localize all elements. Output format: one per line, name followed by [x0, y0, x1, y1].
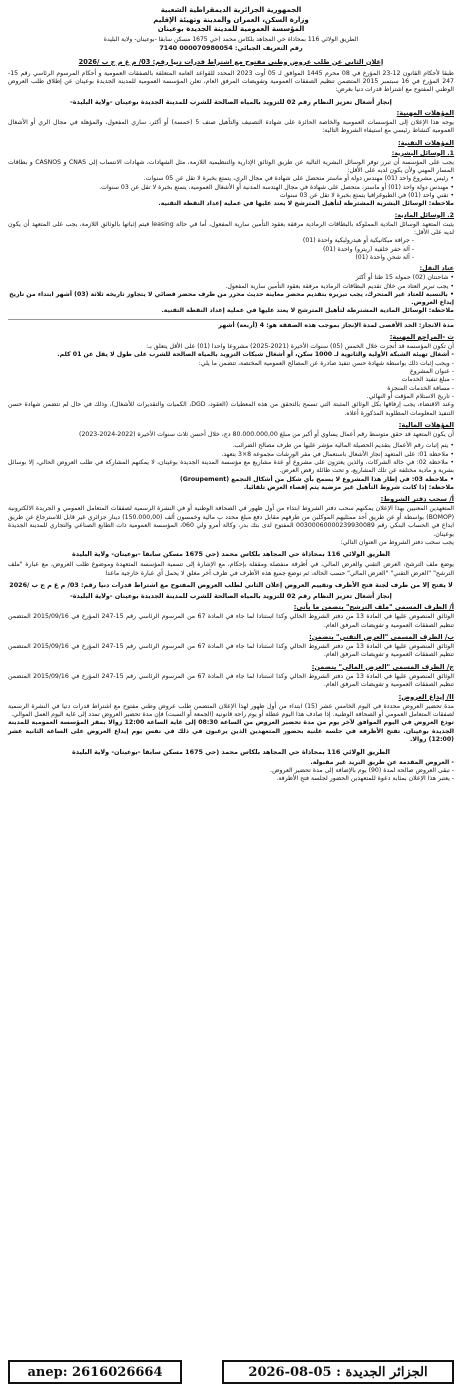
file-text: الوثائق المنصوص عليها في المادة 13 من دفتر الشروط الحالي وكذا استنادا لما جاء في المادة 67 من المرسوم الرئاسي رقم 15-247 المؤرخ في 2015/09/16 المتضمن تنظيم الصفقات العمومية و تفويضات المرفق العام. [8, 613, 454, 629]
tax-id: رقم التعريف الجبائي: 000070980054 7140 [159, 44, 303, 52]
human-means-text: يجب على المؤسسة أن تبرر توفر الوسائل البشرية التالية عن طريق الوثائق الإدارية والتنظيمية اللازمة، مثل الشهادات، شهادات الانتساب إلى CNAS و CASNOS و بطاقات المسار المهني ولأن يكون لديه على الأقل: [8, 158, 454, 174]
note-item: ملاحظة: الوسائل البشرية المشترطة لتأهيل المترشح لا يعتد عليها في عملية إعداد النقطة التقنية. [158, 200, 454, 208]
human-means-heading: 1. الوسائل البشرية: [391, 149, 454, 157]
project-title: إنجاز أشغال تعزيز النظام رقم 02 للتزويد بالمياه الصالحة للشرب للمدينة الجديدة بوعينان -ولاية البليدة- [70, 97, 392, 106]
file-heading: ب/ الظرف المسمى "العرض التقني" يتضمن: [309, 632, 454, 641]
withdraw-heading: أ/ سحب دفتر الشروط: [380, 495, 454, 504]
file-text: الوثائق المنصوص عليها في المادة 13 من دفتر الشروط الحالي وكذا استنادا لما جاء في المادة 67 من المرسوم الرئاسي رقم 15-247 المؤرخ في 2015/09/16 المتضمن تنظيم الصفقات العمومية و تفويضات المرفق العام. [8, 672, 454, 689]
material-means-text: يثبت المتعهد الوسائل المادية المملوكة بالبطاقات الرمادية مرفقة بعقود التأمين سارية المفعول، أما في حالة leasing فيتم إثباتها بالوثائق اللازمة، يجب على المتعهد أن يكون لديه على الأقل: [8, 220, 454, 236]
note-item: ملاحظة: إذا كانت شروط التأهيل غير مرضية يتم إقصاء العرض تلقائيا. [243, 484, 454, 492]
deposit-text-2: تودع العروض في اليوم الموافق لآخر يوم من مدة تحضير العروض من الساعة 08:30 إلى غاية الساعة 12:00 زوالا بمقر المؤسسة العمومية للمدينة الجديدة بوعينان. تفتح الأظرفة في جلسة علنية بحضور المتعهدين الذين يرغبون في ذلك في نفس يوم إيداع العروض على الساعة الثانية عشر (12:00) زوالا. [8, 719, 454, 744]
file-heading: ج/ الظرف المسمى "العرض المالي" يتضمن: [311, 662, 454, 671]
financial-heading: المؤهلات المالية: [398, 421, 454, 430]
material-means-heading: 2. الوسائل المادية: [394, 211, 454, 219]
list-item: - جرافة ميكانيكية أو هيدروليكية واحدة (01) [302, 237, 414, 245]
newspaper-date: الجزائر الجديدة : 05-08-2026 [222, 1360, 454, 1384]
anep-number: anep: 2616026664 [8, 1360, 182, 1384]
document-header [8, 6, 454, 54]
announcement-page [8, 6, 454, 784]
list-item: • يجب تبرير العتاد من خلال تقديم البطاقات الرمادية مرفقة بعقود التأمين سارية المفعول. [225, 282, 454, 290]
footer [8, 1360, 454, 1382]
list-item: • ملاحظة 03: في إطار هذا المشروع لا يسمح بأي شكل من أشكال التجمع (Groupement) [179, 475, 454, 483]
financial-text: أن يكون المتعهد قد حقق متوسط رقم أعمال يساوي أو أكبر من مبلغ 80.000.000,00 دج، خلال أحسن ثلاث سنوات الأخيرة (2022-2024-2023) [79, 431, 454, 439]
list-item: • يتم إثبات رقم الأعمال بتقديم الحصيلة المالية مؤشر عليها من طرف مصالح الضرائب. [232, 442, 454, 450]
list-item: - تاريخ الاستلام المؤقت أو النهائي. [366, 392, 454, 400]
list-item: - آلة شحن واحدة (01) [355, 253, 414, 261]
republic-title: الجمهورية الجزائرية الديمقراطية الشعبية [160, 6, 302, 14]
list-item: • شاحنتان (02) حمولة 15 طنا أو أكثر [355, 274, 454, 282]
withdraw-address: الطريق الولائي 116 بمحاذاة حي المجاهد بلكاس محمد (حي 1675 مسكن سابقا -بوعينان- ولاية البليدة [72, 550, 390, 559]
withdraw-address-label: يجب سحب دفتر الشروط من العنوان التالي: [340, 539, 454, 547]
list-item: - مبلغ تنفيذ الخدمات [401, 376, 454, 384]
institution-address: الطريق الولائي 116 بمحاذاة حي المجاهد بلكاس محمد (حي 1675 مسكن سابقا -بوعينان- ولاية البليدة [103, 35, 359, 43]
list-item: - آلة حفر خلفية (ريترو) واحدة (01) [322, 245, 414, 253]
list-item: - ويجب إثبات ذلك بواسطة شهادة حسن تنفيذ صادرة عن المصالح العمومية المختصة، تتضمن ما يلي: [198, 359, 454, 367]
list-item: • ملاحظة 01: على المتعهد إنجاز الأشغال باستعمال في مقر الورشات مجموعة 8×3 بتعهد. [221, 450, 454, 458]
references-note: وعند الاقتضاء، يجب إرفاقها بكل الوثائق المثبتة التي تسمح بالتحقق من هذه المعطيات (العقود، DGD، الكميات والتقديرات للأشغال)، وذلك في حال لم تتضمن شهادة حسن التنفيذ المعلومات المطلوبة المذكورة أعلاه. [8, 401, 454, 417]
duration-text: مدة الانجاز: الحد الأقصى لمدة الإنجاز بموجب هذه الصفقة هو: 4 (أربعة) أشهر [8, 319, 454, 330]
file-text: الوثائق المنصوص عليها في المادة 13 من دفتر الشروط الحالي وكذا استنادا لما جاء في المادة 67 من المرسوم الرئاسي رقم 15-247 المؤرخ في 2015/09/16 المتضمن تنظيم الصفقات العمومية و تفويضات المرفق العام. [8, 642, 454, 659]
list-item: - مسافة الخدمات المنجزة [387, 384, 454, 392]
envelope-quote: لا يفتح إلا من طرف لجنة فتح الأظرف وتقييم العروض إعلان الثاني لطلب العروض المفتوح مع اشتراط قدرات دنيا رقم: 03/ م ع م ج ب /2026 [9, 581, 453, 590]
intro-paragraph: طبقا لأحكام القانون 12-23 المؤرخ في 08 محرم 1445 الموافق لـ 05 أوت 2023 المحدد للقواعد العامة المتعلقة بالصفقات العمومية و أحكام المرسوم الرئاسي رقم 15-247 المؤرخ في 16 سبتمبر 2015 المتضمن تنظيم الصفقات العمومية وتفويضات المرفق العام، تعلن المؤسسة العمومية للمدينة الجديدة بوعينان عن إطلاق طلب العروض الوطني المفتوح مع اشتراط قدرات دنيا بغرض: [8, 69, 454, 94]
envelope-text: يوضع ملف الترشح، العرض التقني والعرض المالي، في أظرفة منفصلة ومقفلة بإحكام، مع الإشارة إلى تسمية المؤسسة المتعهدة وموضوع طلب العروض، مع عبارة "ملف الترشح" "العرض التقني" "العرض المالي" حسب الحالة، ثم توضع جميع هذه الأظرف في ظرف آخر مغلق لا يحمل أي عبارة خارجية ماعدا [8, 561, 454, 577]
list-item: - يعتبر هذا الإعلان بمثابة دعوة للمتعهدين الحضور لجلسة فتح الأظرفة. [276, 775, 454, 783]
note-item: ملاحظة: الوسائل المادية المشترطة لتأهيل المترشح لا يعتد عليها في عملية إعداد النقطة التقنية. [161, 307, 454, 315]
references-text: أن تكون المؤسسة قد أنجزت خلال الخمس (05) سنوات الأخيرة (2021-2025) مشروعا واحدا (01) على الأقل يتعلق بـ: [146, 343, 454, 351]
references-main-item: - أشغال تهيئة الشبكة الأولية والثانوية لـ 1000 سكن، أو أشغال شبكات التزويد بالمياه الصالحة للشرب على طول لا يقل عن 01 كلم. [57, 351, 454, 359]
qualifications-heading: المؤهلات المهنية: [396, 108, 454, 117]
ministry-title: وزارة السكن، العمران والمدينة وتهيئة الإقليم [153, 15, 309, 24]
withdraw-text: المتعهدين المعنيين بهذا الإعلان يمكنهم سحب دفتر الشروط ابتداء من أول ظهور في الصحافة الوطنية أو في النشرة الرسمية لصفقات المتعامل العمومي و الجريدة الالكترونية (BOMOP) بواسطة أو عن طريق أحد ممثليهم الموكلين من طرفهم مقابل دفع مبلغ محدد ب مالية وخمسون ألف (150.000,00) دينار جزائري غير قابل للاسترجاع عن طريق ايداع في الحساب البنكي رقم 00300060000239930089 المفتوح لدى بنك بدر، وكالة أمرو ولي 060، المؤسسة العمومية ذات الطابع الصناعي والتجاري للمدينة الجديدة بوعينان. [8, 505, 454, 538]
institution-title: المؤسسة العمومية للمدينة الجديدة بوعينان [157, 25, 305, 33]
list-item: • تقني واحد (01) في الطبوغرافيا يتمتع بخبرة لا تقل عن 03 سنوات [279, 191, 454, 199]
technical-heading: المؤهلات التقنية: [398, 138, 454, 147]
deposit-address: الطريق الولائي 116 بمحاذاة حي المجاهد بلكاس محمد (حي 1675 مسكن سابقا -بوعينان- ولاية البليدة [72, 747, 390, 756]
list-item: - العروض المقدمة عن طريق البريد غير مقبولة. [310, 758, 454, 766]
list-item: • بالنسبة للعتاد غير المتحرك، يجب تبريره بتقديم محضر معاينة حديث محرر من طرف محضر قضائي لا يتجاوز تاريخه ثلاثة (03) أشهر ابتداء من تاريخ إيداع العروض. [9, 290, 454, 307]
list-item: - عنوان المشروع [410, 368, 454, 376]
list-item: • ملاحظة 02: في حالة الشركات، والذين يعتزون على مشروع أو عدة مشاريع مع مؤسسة المدينة الجديدة بوعينان، لا يمكنهم المشاركة في طلب العروض الحالي، إلا بوسائل بشرية و مادية مختلفة عن تلك المشاريع، و تحت طائلة رفض العرض. [8, 459, 454, 475]
deposit-heading: II/ إيداع العروض: [398, 692, 454, 701]
list-item: - تبقى العروض صالحة لمدة (90) يوم بالإضافة إلى مدة تحضير العروض. [270, 766, 454, 774]
deposit-text: مدة تحضير العروض محددة في اليوم الخامس عشر (15) ابتداء من أول ظهور لهذا الإعلان المتضمن طلب عروض وطني مفتوح مع اشتراط قدرات دنيا في النشرة الرسمية لصفقات المتعامل العمومي أو الصحافة الوطنية. إذا صادف هذا اليوم عطلة أو يوم راحة قانونية (الجمعة أو السبت) فإن مدة تحضير العروض تمدد إلى غاية اليوم العمل الموالي. [8, 702, 454, 718]
file-heading: أ/ الظرف المسمى "ملف الترشح" يتضمن ما يأتي: [293, 603, 454, 612]
list-item: • مهندس دولة واحد (01) أو ماستر، متحصل على شهادة في مجال الهندسة المدنية أو الأشغال العمومية، يتمتع بخبرة لا تقل عن 03 سنوات. [99, 183, 454, 191]
qualifications-text: يوجه هذا الإعلان إلى المؤسسات العمومية والخاصة الحائزة على شهادة التصنيف والتأهيل صنف 5 (خمسة) أو أكثر، ساري المفعول، والمؤهلة في مجال الري أو الأشغال العمومية كنشاط رئيسي مع استيفاء الشروط التالية: [8, 118, 454, 135]
references-heading: ث -المراجع المهنية: [389, 333, 454, 342]
envelope-project: إنجاز أشغال تعزيز النظام رقم 02 للتزويد بالمياه الصالحة للشرب للمدينة الجديدة بوعينان -ولاية البليدة- [70, 592, 392, 601]
list-item: • رئيس مشروع واحد (01) مهندس دولة أو ماستر متحصل على شهادة في مجال الري، يتمتع بخبرة لا تقل عن 05 سنوات. [143, 175, 454, 183]
transport-heading: عتاد النقل: [419, 265, 454, 273]
announcement-title: إعلان الثاني عن طلب عروض وطني مفتوح مع اشتراط قدرات دنيا رقم: 03/ م ع م ج ب /2026 [78, 57, 384, 66]
